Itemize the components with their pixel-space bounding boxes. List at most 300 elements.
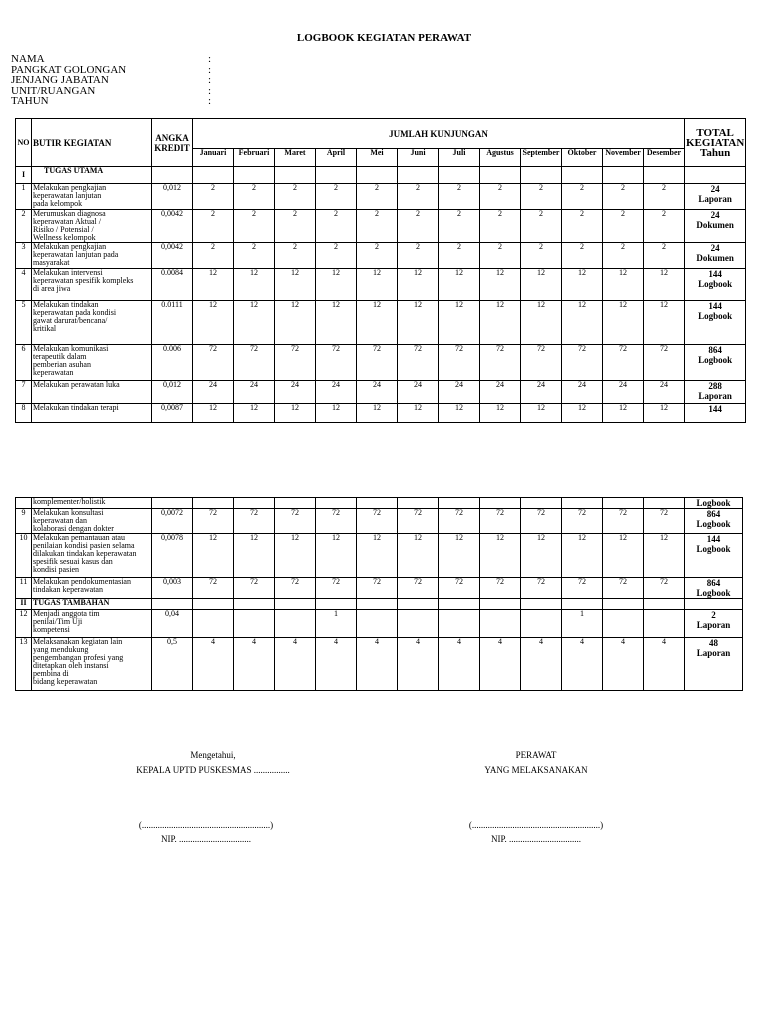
total-unit: Laporan bbox=[696, 648, 731, 658]
row-number: 12 bbox=[16, 610, 32, 638]
header-butir: BUTIR KEGIATAN bbox=[32, 119, 152, 167]
sig-right-nip: NIP. ................................ bbox=[490, 834, 581, 844]
identity-colon: : bbox=[208, 74, 212, 87]
monthly-count: 72 bbox=[603, 345, 644, 381]
monthly-count: 12 bbox=[398, 534, 439, 578]
table-row bbox=[16, 498, 743, 509]
activity-line: masyarakat bbox=[33, 258, 70, 267]
total-unit: Dokumen bbox=[696, 253, 734, 263]
total-unit: Logbook bbox=[698, 355, 733, 365]
monthly-count: 72 bbox=[193, 345, 234, 381]
monthly-count: 72 bbox=[357, 578, 398, 599]
total-unit: Laporan bbox=[698, 391, 732, 401]
monthly-count: 12 bbox=[316, 534, 357, 578]
monthly-count: 72 bbox=[357, 345, 398, 381]
monthly-count: 72 bbox=[234, 345, 275, 381]
activity-line: Melakukan perawatan luka bbox=[33, 380, 120, 389]
row-number: 7 bbox=[16, 381, 32, 404]
month-header: Juli bbox=[439, 149, 480, 167]
monthly-count: 2 bbox=[644, 184, 685, 210]
monthly-count bbox=[480, 610, 521, 638]
monthly-count: 24 bbox=[439, 381, 480, 404]
identity-colon: : bbox=[208, 53, 212, 65]
monthly-count: 72 bbox=[398, 509, 439, 534]
activity-description bbox=[32, 381, 152, 404]
monthly-count: 72 bbox=[193, 578, 234, 599]
monthly-count: 4 bbox=[603, 638, 644, 691]
monthly-count: 2 bbox=[480, 243, 521, 269]
monthly-count: 12 bbox=[644, 301, 685, 345]
monthly-count: 2 bbox=[357, 243, 398, 269]
monthly-count: 12 bbox=[357, 404, 398, 423]
activity-line: Melakukan tindakan terapi bbox=[33, 403, 119, 412]
sig-left-name: (.........................................................) bbox=[138, 820, 274, 830]
table-row bbox=[16, 638, 743, 691]
monthly-count: 12 bbox=[439, 404, 480, 423]
monthly-count: 12 bbox=[398, 404, 439, 423]
monthly-count: 12 bbox=[521, 404, 562, 423]
monthly-count: 72 bbox=[562, 509, 603, 534]
monthly-count: 72 bbox=[562, 345, 603, 381]
monthly-count bbox=[644, 610, 685, 638]
monthly-count: 12 bbox=[562, 534, 603, 578]
monthly-count: 12 bbox=[316, 269, 357, 301]
total-unit: Logbook bbox=[698, 311, 733, 321]
table-row bbox=[16, 578, 743, 599]
total-cell bbox=[685, 638, 743, 691]
monthly-count: 2 bbox=[480, 184, 521, 210]
monthly-count: 72 bbox=[562, 578, 603, 599]
activity-description bbox=[32, 404, 152, 423]
monthly-count: 72 bbox=[439, 345, 480, 381]
total-cell bbox=[685, 404, 746, 423]
total-value: 144 bbox=[708, 301, 722, 311]
credit-value: 0.006 bbox=[152, 345, 193, 381]
monthly-count bbox=[521, 610, 562, 638]
month-header: September bbox=[521, 149, 562, 167]
total-cell bbox=[685, 381, 746, 404]
monthly-count: 4 bbox=[562, 638, 603, 691]
row-number: 11 bbox=[16, 578, 32, 599]
activity-line: keperawatan pada kondisi bbox=[33, 308, 117, 317]
total-unit: Dokumen bbox=[696, 220, 734, 230]
monthly-count: 72 bbox=[316, 578, 357, 599]
monthly-count: 72 bbox=[521, 345, 562, 381]
monthly-count: 2 bbox=[521, 243, 562, 269]
monthly-count: 12 bbox=[562, 269, 603, 301]
monthly-count: 2 bbox=[603, 210, 644, 243]
month-header: Desember bbox=[644, 149, 685, 167]
activity-line: tindakan keperawatan bbox=[33, 585, 103, 594]
monthly-count: 4 bbox=[316, 638, 357, 691]
credit-value: 0,012 bbox=[152, 184, 193, 210]
monthly-count: 12 bbox=[562, 404, 603, 423]
section-label: TUGAS TAMBAHAN bbox=[32, 599, 152, 610]
total-value: 48 bbox=[709, 638, 718, 648]
monthly-count: 4 bbox=[644, 638, 685, 691]
monthly-count: 12 bbox=[193, 269, 234, 301]
monthly-count: 72 bbox=[480, 345, 521, 381]
monthly-count: 12 bbox=[316, 301, 357, 345]
total-cell bbox=[685, 243, 746, 269]
monthly-count: 72 bbox=[316, 345, 357, 381]
monthly-count: 2 bbox=[562, 184, 603, 210]
monthly-count: 2 bbox=[234, 184, 275, 210]
section-label: TUGAS UTAMA bbox=[32, 167, 152, 184]
activity-line: pemberian asuhan bbox=[33, 360, 91, 369]
monthly-count: 2 bbox=[644, 210, 685, 243]
activity-line: penilaian kondisi pasien selama bbox=[33, 541, 135, 550]
monthly-count bbox=[398, 610, 439, 638]
total-cell bbox=[685, 269, 746, 301]
activity-line: Melakukan pengkajian bbox=[33, 183, 107, 192]
monthly-count: 2 bbox=[480, 210, 521, 243]
monthly-count: 12 bbox=[644, 269, 685, 301]
row-number: 13 bbox=[16, 638, 32, 691]
monthly-count: 24 bbox=[562, 381, 603, 404]
monthly-count: 12 bbox=[316, 404, 357, 423]
month-header: Maret bbox=[275, 149, 316, 167]
sig-left-nip: NIP. ................................ bbox=[160, 834, 251, 844]
row-number: 5 bbox=[16, 301, 32, 345]
monthly-count: 12 bbox=[562, 301, 603, 345]
credit-value: 0,0042 bbox=[152, 243, 193, 269]
monthly-count: 12 bbox=[521, 301, 562, 345]
total-unit: Logbook bbox=[696, 588, 731, 598]
monthly-count: 72 bbox=[193, 509, 234, 534]
identity-label: TAHUN bbox=[11, 95, 49, 108]
activity-line: Melaksanakan kegiatan lain bbox=[33, 637, 123, 646]
monthly-count: 72 bbox=[357, 509, 398, 534]
identity-label: UNIT/RUANGAN bbox=[11, 84, 96, 97]
table-row bbox=[16, 610, 743, 638]
monthly-count: 12 bbox=[357, 269, 398, 301]
activity-line: bidang keperawatan bbox=[33, 677, 98, 686]
activity-line: Wellness kelompok bbox=[33, 233, 96, 242]
table-row bbox=[16, 210, 746, 243]
activity-description bbox=[32, 610, 152, 638]
total-unit: Laporan bbox=[698, 194, 732, 204]
monthly-count: 1 bbox=[562, 610, 603, 638]
activity-line: ditetapkan oleh instansi bbox=[33, 661, 109, 670]
monthly-count: 72 bbox=[644, 509, 685, 534]
activity-line: keperawatan Aktual / bbox=[33, 217, 101, 226]
activity-line: kondisi pasien bbox=[33, 565, 79, 574]
activity-description bbox=[32, 269, 152, 301]
monthly-count: 4 bbox=[521, 638, 562, 691]
monthly-count: 72 bbox=[398, 578, 439, 599]
identity-colon: : bbox=[208, 84, 212, 97]
monthly-count: 72 bbox=[521, 578, 562, 599]
monthly-count: 2 bbox=[193, 210, 234, 243]
total-value: 864 bbox=[706, 578, 721, 588]
identity-colon: : bbox=[208, 95, 212, 108]
credit-value: 0,003 bbox=[152, 578, 193, 599]
monthly-count: 4 bbox=[480, 638, 521, 691]
monthly-count: 12 bbox=[521, 269, 562, 301]
activity-line: Merumuskan diagnosa bbox=[33, 209, 106, 218]
monthly-count: 72 bbox=[439, 578, 480, 599]
month-header: Agustus bbox=[480, 149, 521, 167]
row8-continued: komplementer/holistik bbox=[32, 498, 152, 509]
logbook-table-part1 bbox=[15, 118, 746, 423]
row8-unit: Logbook bbox=[685, 498, 743, 509]
total-value: 24 bbox=[710, 243, 720, 253]
section-no: II bbox=[16, 599, 32, 610]
identity-block bbox=[11, 54, 221, 107]
monthly-count: 72 bbox=[644, 578, 685, 599]
header-total: TOTAL KEGIATAN Tahun bbox=[685, 119, 746, 167]
table-row bbox=[16, 381, 746, 404]
activity-line: Melakukan komunikasi bbox=[33, 344, 109, 353]
total-value: 2 bbox=[711, 610, 716, 620]
activity-description bbox=[32, 345, 152, 381]
monthly-count: 12 bbox=[603, 534, 644, 578]
activity-description bbox=[32, 509, 152, 534]
activity-description bbox=[32, 578, 152, 599]
month-header: April bbox=[316, 149, 357, 167]
monthly-count: 2 bbox=[398, 243, 439, 269]
monthly-count: 12 bbox=[603, 404, 644, 423]
total-value: 144 bbox=[706, 534, 721, 544]
monthly-count: 24 bbox=[357, 381, 398, 404]
monthly-count: 12 bbox=[193, 534, 234, 578]
sig-left-line2: KEPALA UPTD PUSKESMAS ................ bbox=[136, 765, 290, 775]
row-number: 9 bbox=[16, 509, 32, 534]
monthly-count: 12 bbox=[275, 534, 316, 578]
monthly-count: 24 bbox=[603, 381, 644, 404]
credit-value: 0,0072 bbox=[152, 509, 193, 534]
monthly-count: 4 bbox=[193, 638, 234, 691]
monthly-count: 2 bbox=[193, 243, 234, 269]
monthly-count: 12 bbox=[357, 534, 398, 578]
monthly-count: 72 bbox=[234, 509, 275, 534]
monthly-count: 24 bbox=[316, 381, 357, 404]
monthly-count: 12 bbox=[603, 269, 644, 301]
table-row bbox=[16, 301, 746, 345]
activity-line: Menjadi anggota tim bbox=[33, 609, 100, 618]
monthly-count: 12 bbox=[439, 269, 480, 301]
activity-line: Risiko / Potensial / bbox=[33, 225, 94, 234]
total-cell bbox=[685, 534, 743, 578]
activity-line: spesifik sesuai kasus dan bbox=[33, 557, 113, 566]
monthly-count bbox=[603, 610, 644, 638]
monthly-count: 24 bbox=[275, 381, 316, 404]
table-row bbox=[16, 509, 743, 534]
row-number: 6 bbox=[16, 345, 32, 381]
monthly-count: 2 bbox=[234, 210, 275, 243]
monthly-count: 2 bbox=[398, 184, 439, 210]
activity-description bbox=[32, 243, 152, 269]
row-number: 3 bbox=[16, 243, 32, 269]
signature-right bbox=[416, 748, 656, 778]
monthly-count: 12 bbox=[644, 534, 685, 578]
monthly-count: 72 bbox=[275, 345, 316, 381]
total-unit: Logbook bbox=[696, 544, 731, 554]
monthly-count: 12 bbox=[644, 404, 685, 423]
month-header: November bbox=[603, 149, 644, 167]
header-no: NO bbox=[16, 119, 32, 167]
signature-left bbox=[93, 748, 333, 778]
monthly-count: 2 bbox=[316, 243, 357, 269]
activity-line: yang mendukung bbox=[33, 645, 89, 654]
monthly-count: 12 bbox=[275, 269, 316, 301]
monthly-count: 12 bbox=[275, 404, 316, 423]
monthly-count: 12 bbox=[234, 404, 275, 423]
header-jumlah-kunjungan: JUMLAH KUNJUNGAN bbox=[193, 119, 685, 149]
monthly-count: 72 bbox=[603, 509, 644, 534]
monthly-count: 2 bbox=[521, 210, 562, 243]
total-value: 144 bbox=[708, 269, 722, 279]
monthly-count: 12 bbox=[603, 301, 644, 345]
row-number: 4 bbox=[16, 269, 32, 301]
monthly-count bbox=[193, 610, 234, 638]
monthly-count: 2 bbox=[562, 210, 603, 243]
monthly-count: 2 bbox=[439, 243, 480, 269]
sig-right-line1: PERAWAT bbox=[515, 750, 557, 760]
activity-line: keperawatan dan bbox=[33, 516, 87, 525]
credit-value: 0,012 bbox=[152, 381, 193, 404]
activity-line: Melakukan konsultasi bbox=[33, 508, 104, 517]
monthly-count: 2 bbox=[234, 243, 275, 269]
total-value: 288 bbox=[708, 381, 722, 391]
activity-description bbox=[32, 534, 152, 578]
table-row bbox=[16, 345, 746, 381]
monthly-count: 4 bbox=[234, 638, 275, 691]
activity-description bbox=[32, 638, 152, 691]
identity-colon: : bbox=[208, 63, 212, 76]
month-header: Februari bbox=[234, 149, 275, 167]
total-cell bbox=[685, 578, 743, 599]
table-row bbox=[16, 243, 746, 269]
monthly-count bbox=[234, 610, 275, 638]
monthly-count: 2 bbox=[357, 210, 398, 243]
total-value: 144 bbox=[708, 404, 722, 414]
monthly-count: 12 bbox=[275, 301, 316, 345]
section-row bbox=[16, 599, 743, 610]
monthly-count: 12 bbox=[398, 301, 439, 345]
credit-value: 0,0078 bbox=[152, 534, 193, 578]
credit-value: 0,0087 bbox=[152, 404, 193, 423]
monthly-count: 12 bbox=[480, 404, 521, 423]
monthly-count: 72 bbox=[439, 509, 480, 534]
table-row bbox=[16, 269, 746, 301]
monthly-count: 12 bbox=[234, 269, 275, 301]
monthly-count: 4 bbox=[398, 638, 439, 691]
identity-row bbox=[11, 96, 221, 107]
monthly-count: 72 bbox=[234, 578, 275, 599]
total-unit: Logbook bbox=[698, 279, 733, 289]
activity-line: penilai/Tim Uji bbox=[33, 617, 83, 626]
row-number: 8 bbox=[16, 404, 32, 423]
table-row bbox=[16, 404, 746, 423]
monthly-count: 2 bbox=[603, 184, 644, 210]
monthly-count: 12 bbox=[193, 301, 234, 345]
monthly-count: 24 bbox=[644, 381, 685, 404]
total-cell bbox=[685, 184, 746, 210]
monthly-count: 2 bbox=[193, 184, 234, 210]
table-row bbox=[16, 184, 746, 210]
total-value: 864 bbox=[706, 509, 721, 519]
month-header: Juni bbox=[398, 149, 439, 167]
monthly-count: 2 bbox=[398, 210, 439, 243]
row-number: 2 bbox=[16, 210, 32, 243]
monthly-count: 24 bbox=[398, 381, 439, 404]
activity-line: keperawatan spesifik kompleks bbox=[33, 276, 134, 285]
monthly-count: 12 bbox=[357, 301, 398, 345]
monthly-count: 24 bbox=[480, 381, 521, 404]
monthly-count: 72 bbox=[398, 345, 439, 381]
logbook-table-part2 bbox=[15, 497, 743, 691]
table-row bbox=[16, 534, 743, 578]
activity-line: keperawatan lanjutan bbox=[33, 191, 102, 200]
monthly-count: 12 bbox=[480, 269, 521, 301]
monthly-count: 2 bbox=[275, 184, 316, 210]
monthly-count: 72 bbox=[480, 578, 521, 599]
activity-line: keperawatan lanjutan pada bbox=[33, 250, 119, 259]
monthly-count: 12 bbox=[480, 534, 521, 578]
monthly-count bbox=[439, 610, 480, 638]
credit-value: 0,04 bbox=[152, 610, 193, 638]
activity-line: dilakukan tindakan keperawatan bbox=[33, 549, 137, 558]
activity-line: keperawatan bbox=[33, 368, 74, 377]
monthly-count: 2 bbox=[644, 243, 685, 269]
signature-right-name bbox=[416, 818, 656, 845]
activity-line: gawat darurat/bencana/ bbox=[33, 316, 108, 325]
total-cell bbox=[685, 210, 746, 243]
monthly-count: 4 bbox=[439, 638, 480, 691]
section-row bbox=[16, 167, 746, 184]
monthly-count: 12 bbox=[480, 301, 521, 345]
total-cell bbox=[685, 610, 743, 638]
activity-line: Melakukan pemantauan atau bbox=[33, 533, 125, 542]
monthly-count: 72 bbox=[644, 345, 685, 381]
identity-label: NAMA bbox=[11, 53, 45, 65]
total-value: 24 bbox=[710, 210, 720, 220]
monthly-count: 12 bbox=[439, 301, 480, 345]
activity-line: kompetensi bbox=[33, 625, 70, 634]
monthly-count: 12 bbox=[439, 534, 480, 578]
credit-value: 0,5 bbox=[152, 638, 193, 691]
activity-line: di area jiwa bbox=[33, 284, 71, 293]
activity-line: terapeutik dalam bbox=[33, 352, 87, 361]
activity-line: Melakukan tindakan bbox=[33, 300, 99, 309]
total-unit: Logbook bbox=[696, 519, 731, 529]
total-value: 864 bbox=[708, 345, 722, 355]
activity-line: pada kelompok bbox=[33, 199, 83, 208]
monthly-count: 12 bbox=[398, 269, 439, 301]
activity-description bbox=[32, 210, 152, 243]
credit-value: 0,0042 bbox=[152, 210, 193, 243]
row-number: 10 bbox=[16, 534, 32, 578]
total-cell bbox=[685, 345, 746, 381]
signature-left-name bbox=[86, 818, 326, 845]
monthly-count: 72 bbox=[480, 509, 521, 534]
activity-line: Melakukan pendokumentasian bbox=[33, 577, 131, 586]
monthly-count: 2 bbox=[316, 210, 357, 243]
monthly-count: 24 bbox=[193, 381, 234, 404]
monthly-count: 24 bbox=[521, 381, 562, 404]
identity-label: JENJANG JABATAN bbox=[11, 74, 109, 87]
monthly-count: 2 bbox=[603, 243, 644, 269]
monthly-count: 72 bbox=[521, 509, 562, 534]
total-cell bbox=[685, 509, 743, 534]
activity-description bbox=[32, 301, 152, 345]
monthly-count: 12 bbox=[521, 534, 562, 578]
monthly-count bbox=[275, 610, 316, 638]
total-cell bbox=[685, 301, 746, 345]
monthly-count: 1 bbox=[316, 610, 357, 638]
